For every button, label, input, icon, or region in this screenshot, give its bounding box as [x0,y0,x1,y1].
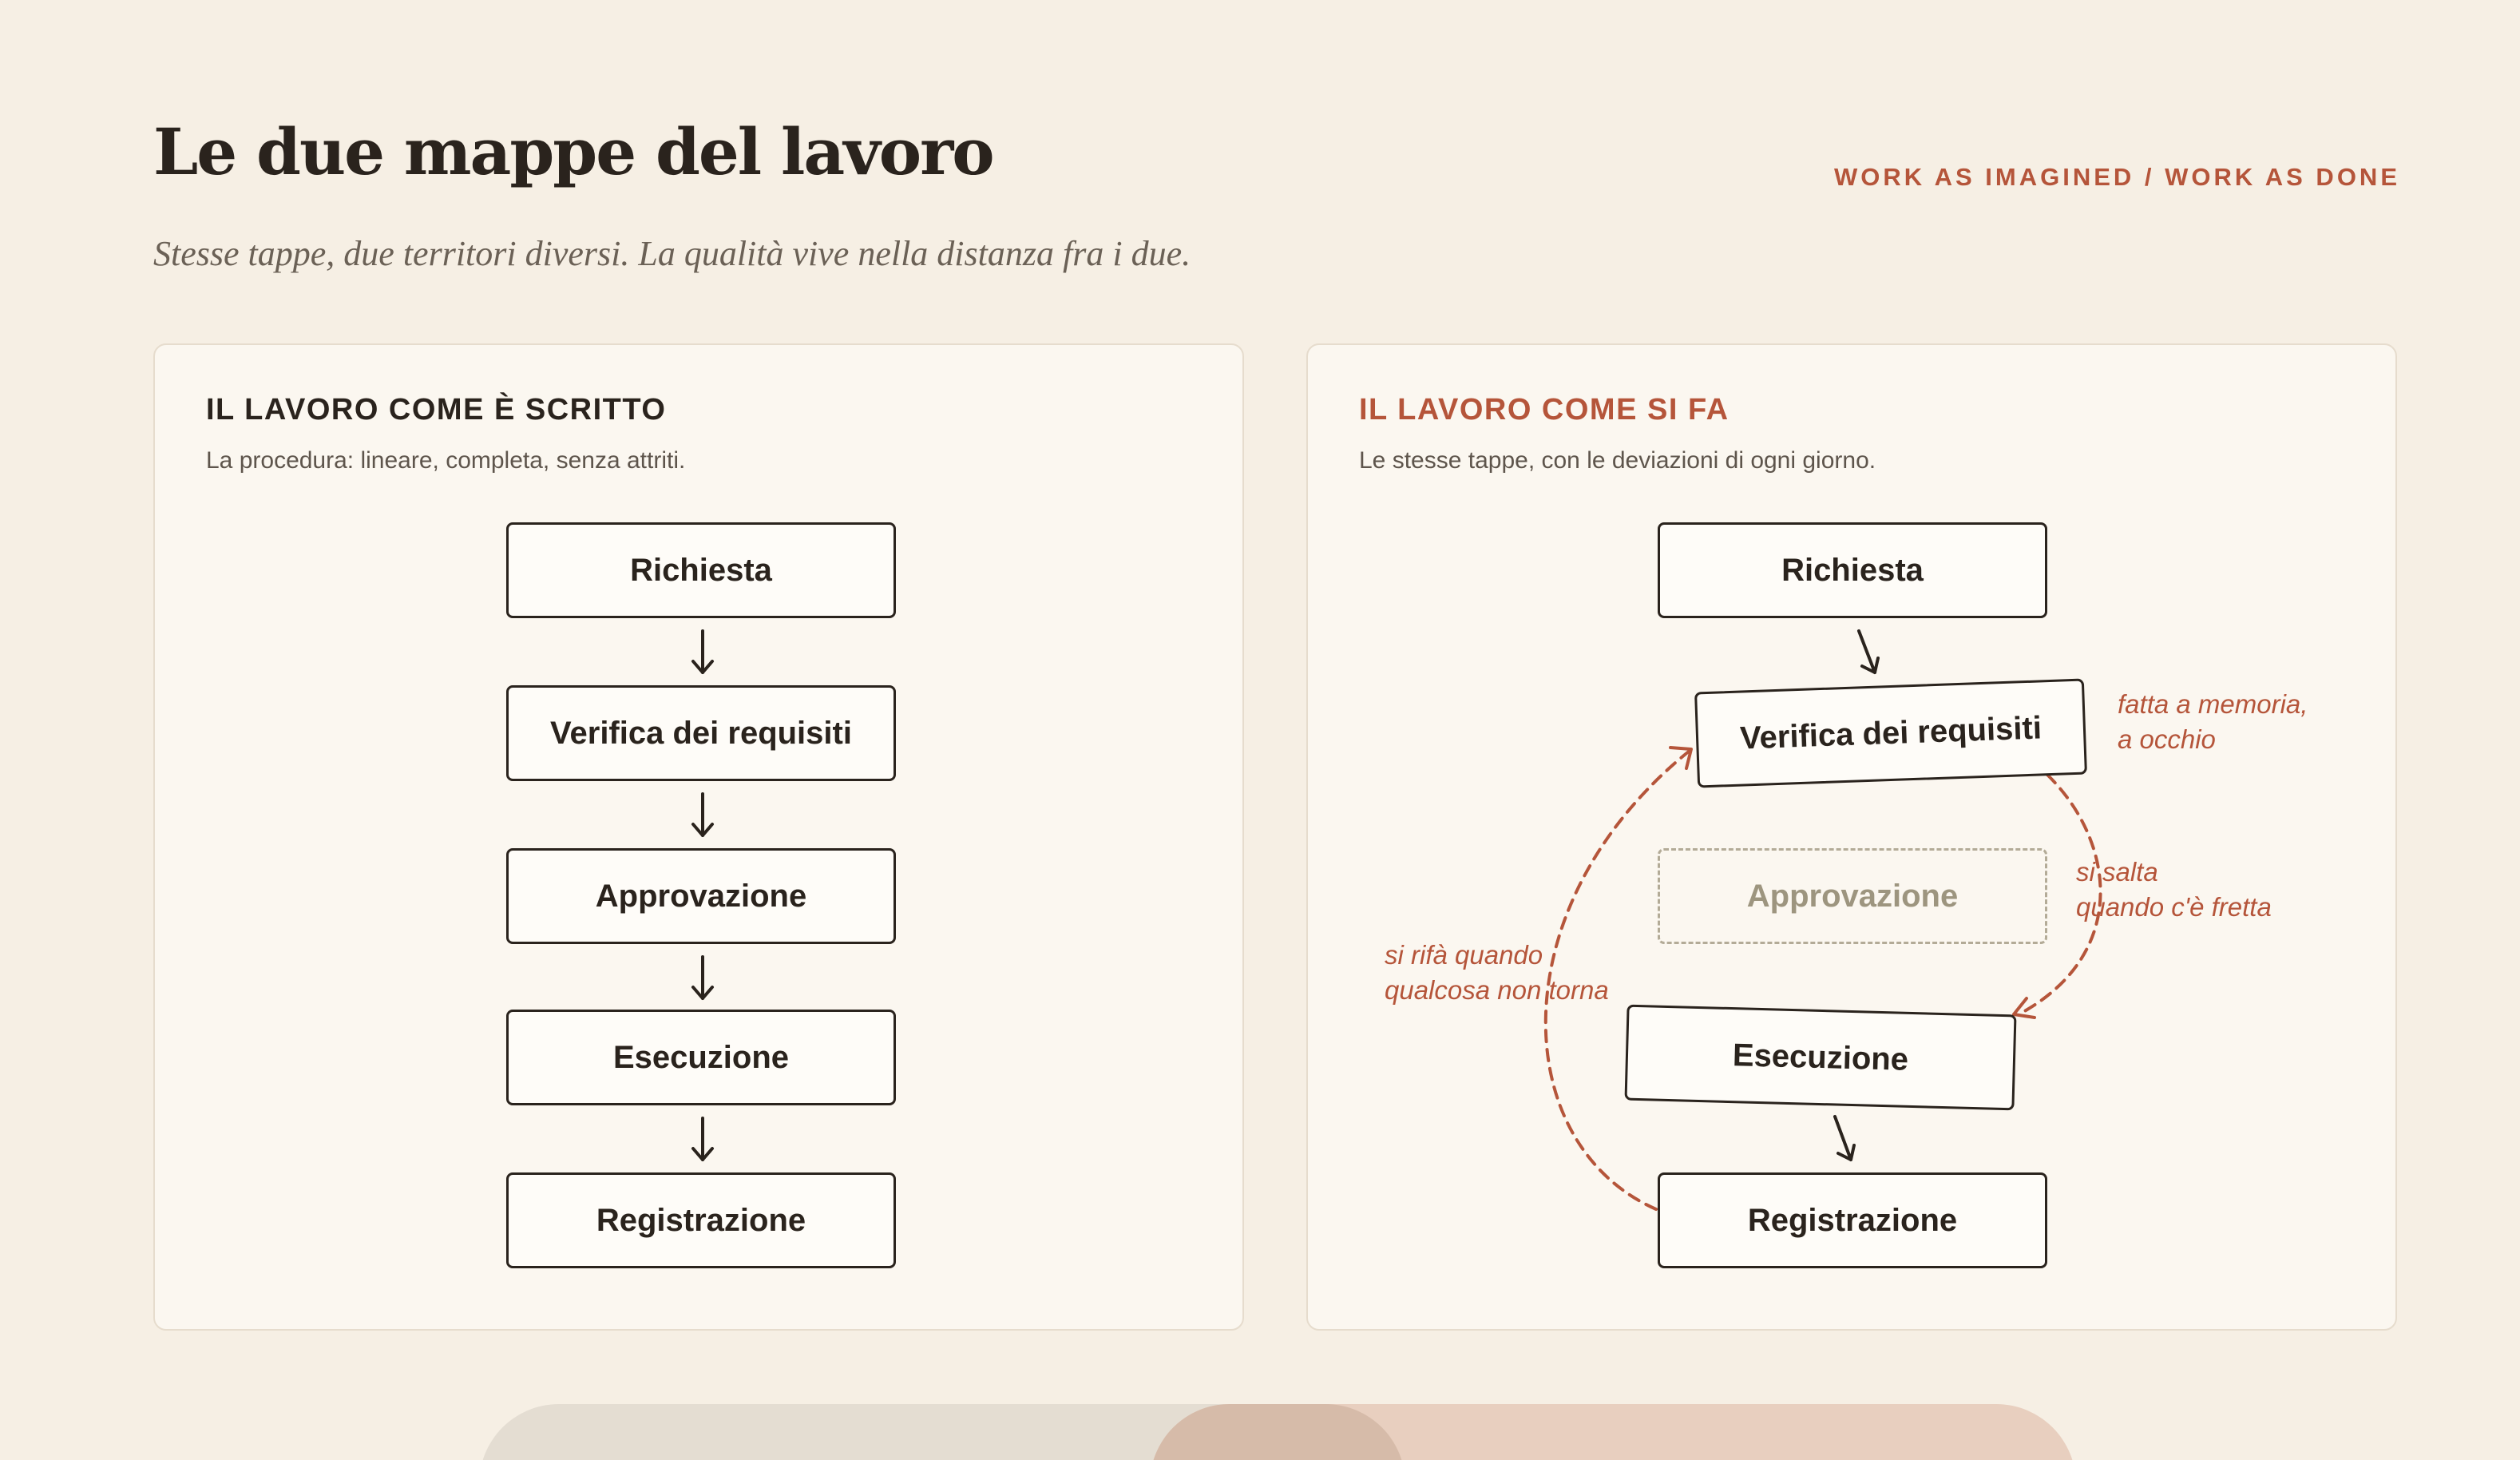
page-eyebrow: WORK AS IMAGINED / WORK AS DONE [1834,163,2400,191]
arrow-icon [693,631,712,672]
panel-title: IL LAVORO COME SI FA [1359,393,1730,426]
note-salta: si salta quando c'è fretta [2076,857,2272,922]
step-verifica: Verifica dei requisiti [1694,679,2087,788]
panel-work-as-done [1306,343,2397,1331]
step-verifica: Verifica dei requisiti [506,685,896,781]
step-registrazione: Registrazione [506,1172,896,1268]
note-rifa: si rifà quando qualcosa non torna [1385,940,1609,1005]
arrow-icon [693,957,712,998]
arrow-icon [693,1118,712,1160]
arrow-icon [1835,1117,1854,1160]
step-approvazione-skipped: Approvazione [1658,848,2047,944]
step-esecuzione: Esecuzione [506,1010,896,1105]
step-registrazione: Registrazione [1658,1172,2047,1268]
step-approvazione: Approvazione [506,848,896,944]
page-title: Le due mappe del lavoro [153,114,993,189]
arrow-icon [693,794,712,835]
panel-description: Le stesse tappe, con le deviazioni di ogni giorno. [1359,447,1876,474]
panel-work-as-imagined [153,343,1244,1331]
note-verifica: fatta a memoria, a occhio [2118,689,2308,754]
page-subtitle: Stesse tappe, due territori diversi. La qualità vive nella distanza fra i due. [153,234,1191,273]
step-richiesta: Richiesta [506,522,896,618]
step-richiesta: Richiesta [1658,522,2047,618]
step-esecuzione: Esecuzione [1625,1005,2017,1111]
bottom-decoration [0,1390,2520,1460]
arrow-icon [1859,631,1878,672]
panel-title: IL LAVORO COME È SCRITTO [206,393,667,426]
panel-description: La procedura: lineare, completa, senza attriti. [206,447,686,474]
